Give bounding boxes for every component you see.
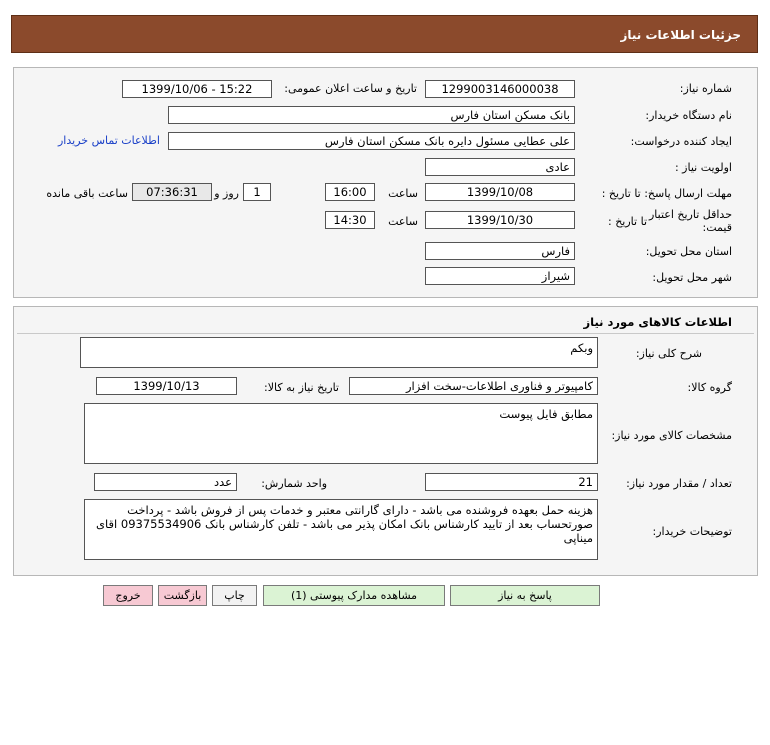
validity-time-field: 14:30 xyxy=(325,211,375,229)
goods-title-divider xyxy=(17,333,754,334)
specs-field: مطابق فایل پیوست xyxy=(84,403,598,464)
quantity-field: 21 xyxy=(425,473,598,491)
group-label: گروه کالا: xyxy=(687,381,732,394)
city-field: شیراز xyxy=(425,267,575,285)
validity-date-field: 1399/10/30 xyxy=(425,211,575,229)
deadline-label: مهلت ارسال پاسخ: تا تاریخ : xyxy=(601,187,732,200)
priority-field: عادی xyxy=(425,158,575,176)
summary-label: شرح کلی نیاز: xyxy=(635,347,702,360)
unit-label: واحد شمارش: xyxy=(261,477,327,490)
goods-section-title: اطلاعات کالاهای مورد نیاز xyxy=(583,315,732,329)
validity-label: حداقل تاریخ اعتبار قیمت: xyxy=(648,208,732,234)
summary-field: وبکم xyxy=(80,337,598,368)
remaining-days-field: 1 xyxy=(243,183,271,201)
city-label: شهر محل تحویل: xyxy=(652,271,732,284)
description-label: توضیحات خریدار: xyxy=(652,525,732,538)
specs-label: مشخصات کالای مورد نیاز: xyxy=(611,429,732,442)
print-button[interactable]: چاپ xyxy=(212,585,257,606)
deadline-time-field: 16:00 xyxy=(325,183,375,201)
back-button[interactable]: بازگشت xyxy=(158,585,207,606)
deadline-date-field: 1399/10/08 xyxy=(425,183,575,201)
requester-label: ایجاد کننده درخواست: xyxy=(630,135,732,148)
deadline-time-label: ساعت xyxy=(388,187,418,200)
validity-to-label: تا تاریخ : xyxy=(608,215,647,228)
need-number-label: شماره نیاز: xyxy=(679,82,732,95)
remaining-time-field: 07:36:31 xyxy=(132,183,212,201)
page-header xyxy=(11,15,758,53)
group-field: کامپیوتر و فناوری اطلاعات-سخت افزار xyxy=(349,377,598,395)
need-date-label: تاریخ نیاز به کالا: xyxy=(264,381,339,394)
view-attachments-button[interactable]: مشاهده مدارک پیوستی (1) xyxy=(263,585,445,606)
priority-label: اولویت نیاز : xyxy=(674,161,732,174)
unit-field: عدد xyxy=(94,473,237,491)
announce-label: تاریخ و ساعت اعلان عمومی: xyxy=(284,82,417,95)
province-label: استان محل تحویل: xyxy=(645,245,732,258)
quantity-label: تعداد / مقدار مورد نیاز: xyxy=(626,477,732,490)
province-field: فارس xyxy=(425,242,575,260)
need-info-section xyxy=(13,67,758,298)
remaining-label: ساعت باقی مانده xyxy=(46,187,128,200)
buyer-org-label: نام دستگاه خریدار: xyxy=(645,109,732,122)
reply-button[interactable]: پاسخ به نیاز xyxy=(450,585,600,606)
buyer-org-field: بانک مسکن استان فارس xyxy=(168,106,575,124)
need-number-field: 1299003146000038 xyxy=(425,80,575,98)
validity-time-label: ساعت xyxy=(388,215,418,228)
announce-field: 1399/10/06 - 15:22 xyxy=(122,80,272,98)
requester-field: علی عطایی مسئول دایره بانک مسکن استان فارس xyxy=(168,132,575,150)
page-title: جزئیات اطلاعات نیاز xyxy=(620,28,741,42)
exit-button[interactable]: خروج xyxy=(103,585,153,606)
need-date-field: 1399/10/13 xyxy=(96,377,237,395)
remaining-days-label: روز و xyxy=(214,187,239,200)
buyer-contact-link[interactable]: اطلاعات تماس خریدار xyxy=(58,134,160,147)
description-field: هزینه حمل بعهده فروشنده می باشد - دارای گارانتی معتبر و خدمات پس از فروش باشد - پرداخت صورتحساب بعد از تایید کارشناس بانک امکان پذیر می باشد - تلفن کارشناس بانک 09375534906 اقای میناپی xyxy=(84,499,598,560)
